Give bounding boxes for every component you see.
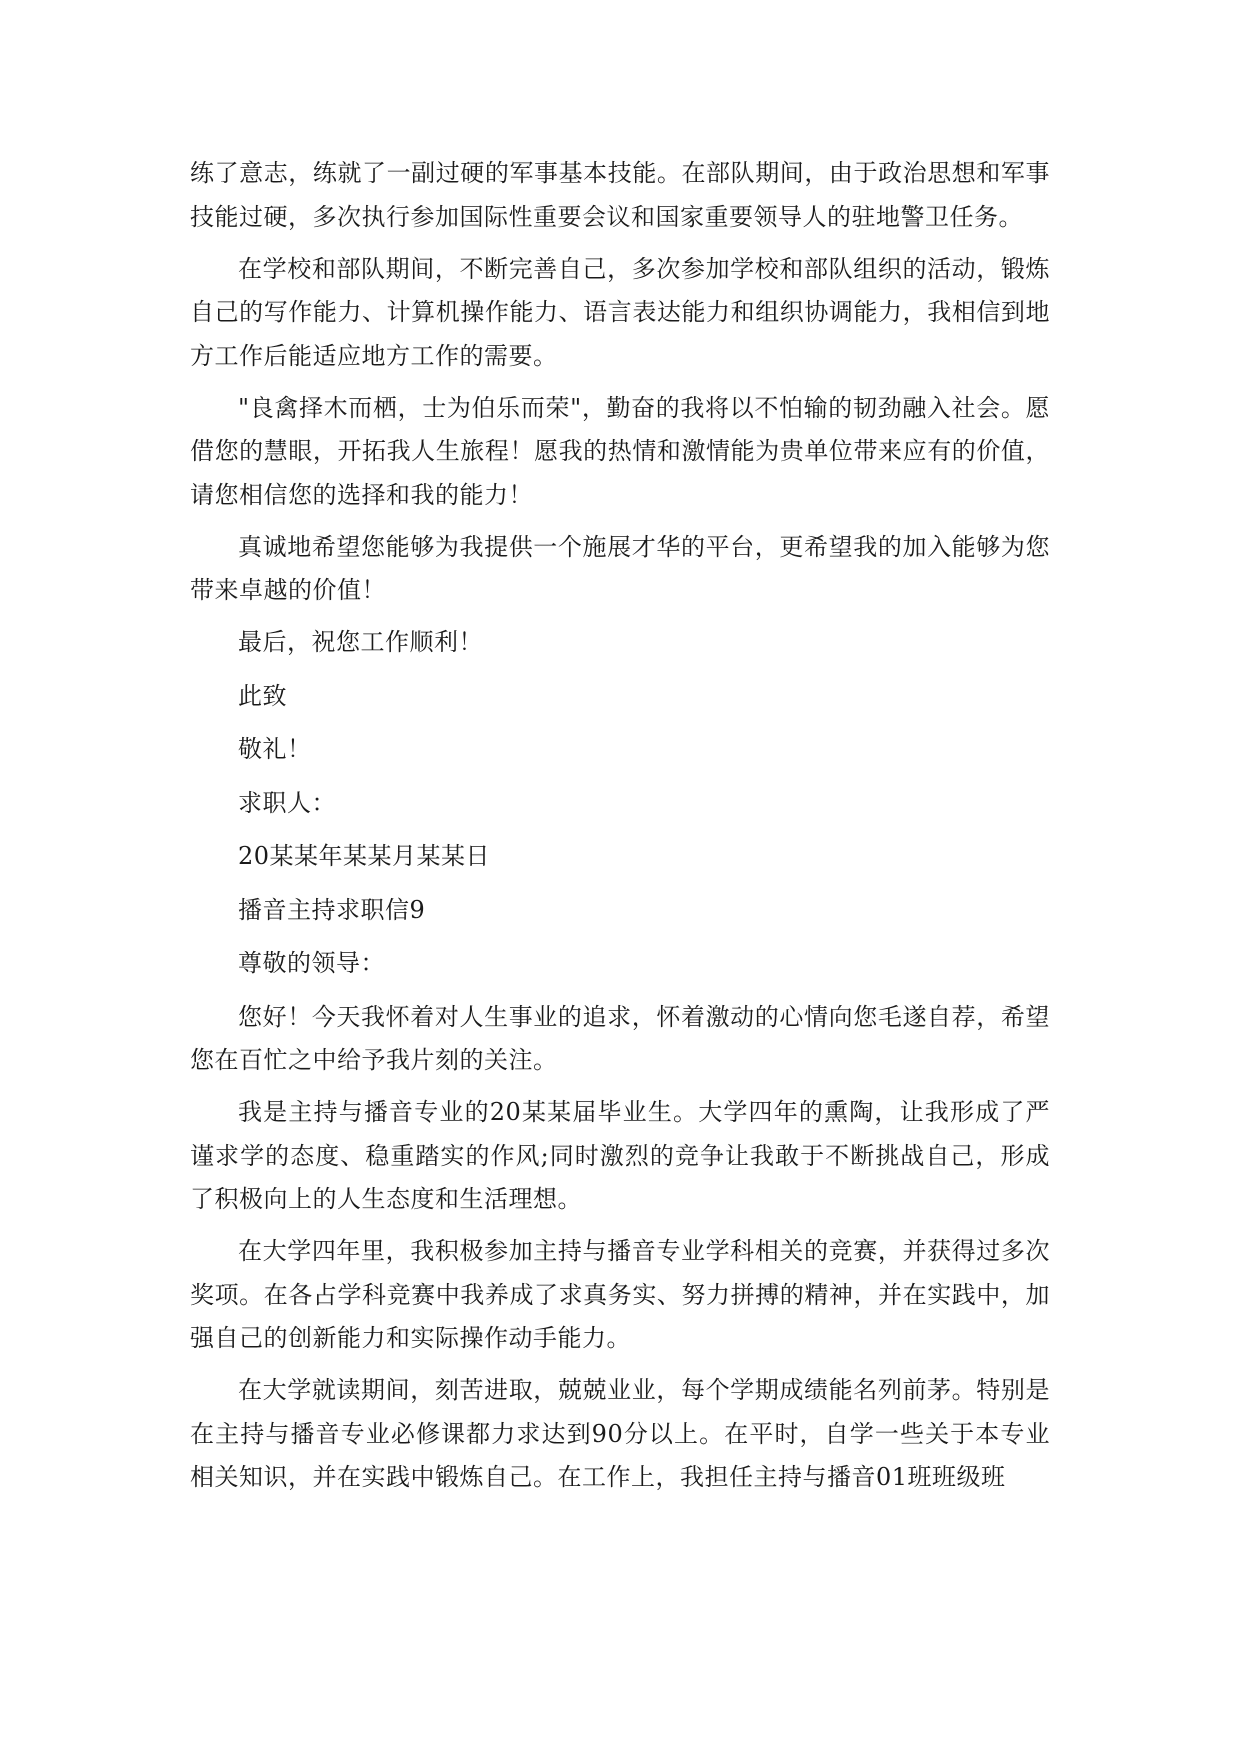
closing-cizhi: 此致 [238, 681, 287, 710]
paragraph-introduction: 我是主持与播音专业的20某某届毕业生。大学四年的熏陶，让我形成了严谨求学的态度、稳重踏实的作风;同时激烈的竞争让我敢于不断挑战自己，形成了积极向上的人生态度和生活理想。 [190, 1098, 1050, 1213]
paragraph-studies: 在大学就读期间，刻苦进取，兢兢业业，每个学期成绩能名列前茅。特别是在主持与播音专业必修课都力求达到90分以上。在平时，自学一些关于本专业相关知识，并在实践中锻炼自己。在工作上，我担任主持与播音01班班级班 [190, 1376, 1050, 1491]
paragraph-greeting: 您好！今天我怀着对人生事业的追求，怀着激动的心情向您毛遂自荐，希望您在百忙之中给予我片刻的关注。 [190, 1002, 1050, 1074]
paragraph-hope: 真诚地希望您能够为我提供一个施展才华的平台，更希望我的加入能够为您带来卓越的价值！ [190, 532, 1050, 604]
paragraph-military-skills: 练了意志，练就了一副过硬的军事基本技能。在部队期间，由于政治思想和军事技能过硬，多次执行参加国际性重要会议和国家重要领导人的驻地警卫任务。 [190, 159, 1050, 231]
closing-jingli: 敬礼！ [238, 735, 312, 763]
section-title: 播音主持求职信9 [238, 895, 426, 924]
paragraph-school-army: 在学校和部队期间，不断完善自己，多次参加学校和部队组织的活动，锻炼自己的写作能力、计算机操作能力、语言表达能力和组织协调能力，我相信到地方工作后能适应地方工作的需要。 [190, 254, 1050, 370]
closing-wish: 最后，祝您工作顺利！ [238, 628, 483, 656]
salutation: 尊敬的领导： [238, 949, 385, 977]
paragraph-motto: "良禽择木而栖，士为伯乐而荣"，勤奋的我将以不怕输的韧劲融入社会。愿借您的慧眼，开拓我人生旅程！愿我的热情和激情能为贵单位带来应有的价值，请您相信您的选择和我的能力！ [190, 393, 1050, 509]
letter-date: 20某某年某某月某某日 [238, 842, 491, 870]
paragraph-competitions: 在大学四年里，我积极参加主持与播音专业学科相关的竞赛，并获得过多次奖项。在各占学科竞赛中我养成了求真务实、努力拼搏的精神，并在实践中，加强自己的创新能力和实际操作动手能力。 [190, 1237, 1050, 1352]
applicant-label: 求职人： [238, 788, 336, 817]
letter-body [190, 152, 1050, 1508]
